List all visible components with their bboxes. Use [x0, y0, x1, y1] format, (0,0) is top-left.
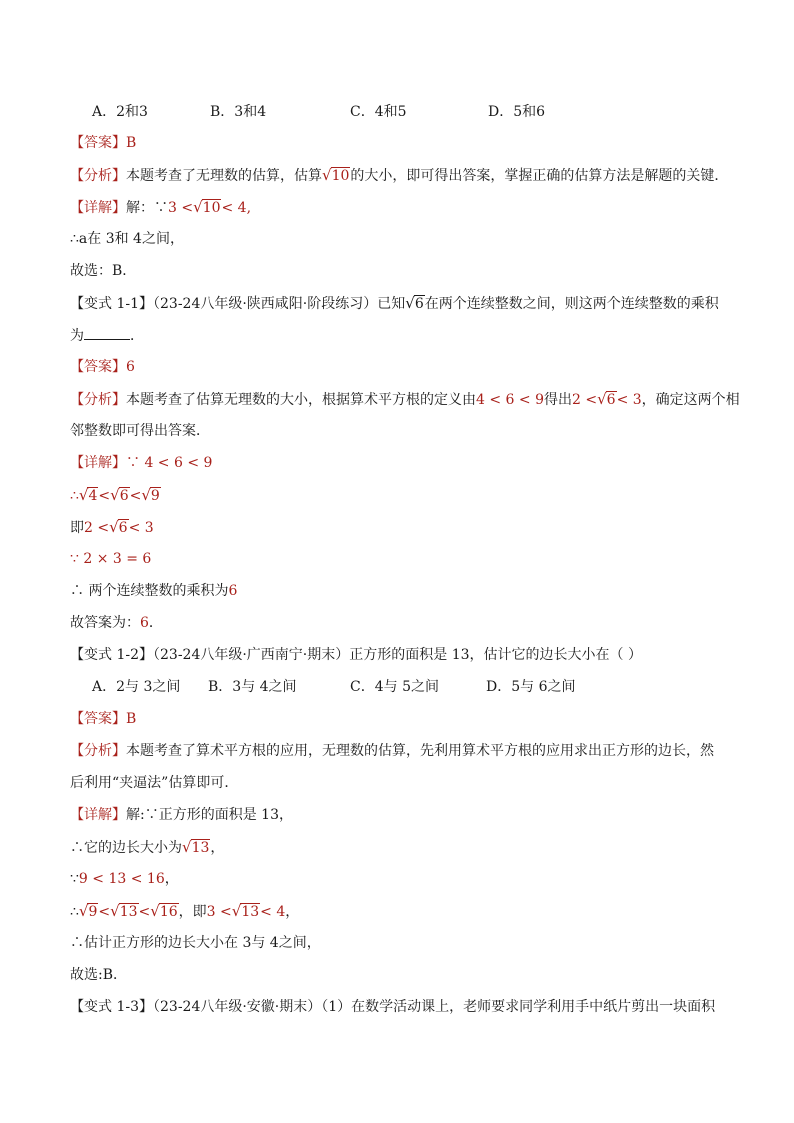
detail-text: ∴ 两个连续整数的乘积为 [70, 583, 229, 599]
v11-answer [70, 357, 734, 377]
answer-label: 【答案】 [70, 135, 126, 151]
v11-detail-line-5 [70, 581, 734, 601]
variant-label: 【变式 1-2】 [70, 647, 153, 663]
math-inline: < 4, [221, 200, 252, 216]
sqrt-expression: √6 [109, 518, 128, 536]
analysis-text: 得出 [543, 392, 572, 408]
question-text: ． [130, 328, 144, 344]
detail-label: 【详解】 [70, 200, 126, 216]
analysis-text: 本题考查了估算无理数的大小，根据算术平方根的定义由 [126, 392, 476, 408]
math-inline: < [98, 488, 111, 504]
v12-detail-line-5: ∴估计正方形的边长大小在 3与 4之间， [70, 935, 321, 951]
v12-option-d: D．5与 6之间 [486, 679, 576, 695]
answer-label: 【答案】 [70, 359, 126, 375]
v12-detail-line-2 [70, 837, 734, 858]
v11-analysis-line-1 [70, 389, 740, 410]
detail-text: ∴它的边长大小为 [70, 840, 182, 856]
v12-option-a: A．2与 3之间 [92, 679, 181, 695]
q1-analysis [70, 165, 734, 186]
v12-detail-line-4 [70, 901, 734, 922]
sqrt-expression: √6 [597, 390, 616, 408]
detail-text: 故答案为： [70, 615, 140, 631]
math-inline: 9 < 13 < 16 [78, 871, 165, 887]
sqrt-expression: √16 [150, 902, 178, 920]
math-inline: < 3 [128, 520, 154, 536]
variant-source: （23-24八年级·广西南宁·期末） [153, 647, 350, 663]
v11-question-line-2 [70, 325, 734, 346]
q1-option-d: D．5和6 [488, 104, 546, 120]
v12-analysis-line-1 [70, 741, 734, 761]
question-text: 在两个连续整数之间，则这两个连续整数的乘积 [424, 296, 719, 312]
math-inline: 3 < [168, 200, 194, 216]
detail-text: 解：∵ [126, 200, 168, 216]
v12-detail-line-6: 故选:B． [70, 967, 128, 983]
q1-option-c: C．4和5 [350, 104, 407, 120]
answer-value: B [126, 711, 137, 727]
v13-question [70, 997, 734, 1017]
v11-detail-line-6 [70, 613, 734, 633]
sqrt-expression: √10 [322, 166, 350, 184]
math-inline: < 4 [260, 904, 286, 920]
analysis-text: ，确定这两个相 [641, 392, 740, 408]
detail-text: 即 [70, 520, 84, 536]
analysis-label: 【分析】 [70, 392, 126, 408]
math-inline: 2 < [84, 520, 110, 536]
math-inline: 6 [140, 615, 149, 631]
sqrt-expression: √6 [405, 294, 424, 312]
analysis-label: 【分析】 [70, 743, 126, 759]
math-inline: < [138, 904, 151, 920]
question-text: 已知 [377, 296, 406, 312]
q1-detail-line-1 [70, 197, 734, 218]
sqrt-expression: √4 [78, 486, 98, 504]
v12-option-b: B．3与 4之间 [208, 679, 297, 695]
question-text: 正方形的面积是 13，估计它的边长大小在（ ） [349, 647, 642, 663]
q1-option-a: A．2和3 [92, 104, 148, 120]
v11-detail-line-3 [70, 517, 734, 538]
detail-text: ， [210, 840, 225, 856]
question-text: （1）在数学活动课上，老师要求同学利用手中纸片剪出一块面积 [321, 999, 716, 1015]
variant-label: 【变式 1-3】 [70, 999, 153, 1015]
variant-source: （23-24八年级·陕西咸阳·阶段练习） [153, 296, 378, 312]
v11-detail-line-1 [70, 453, 734, 473]
math-inline: < 3 [616, 392, 642, 408]
q1-answer [70, 133, 734, 153]
v12-analysis-line-2: 后利用“夹逼法”估算即可． [70, 775, 239, 791]
analysis-text-b: 的大小，即可得出答案，掌握正确的估算方法是解题的关键． [350, 168, 729, 184]
math-inline: 6 [228, 583, 238, 599]
sqrt-expression: √13 [182, 838, 210, 856]
detail-text: ∵ [70, 871, 79, 887]
q1-detail-line-3: 故选：B． [70, 263, 137, 279]
math-inline: < [129, 488, 142, 504]
question-text: 为 [70, 328, 84, 344]
math-inline: ∵ 4 < 6 < 9 [126, 455, 213, 471]
detail-text: 解:∵正方形的面积是 13， [126, 807, 293, 823]
detail-text: ∴ [70, 904, 79, 920]
analysis-label: 【分析】 [70, 168, 126, 184]
q1-option-b: B．3和4 [210, 104, 267, 120]
detail-text: ，即 [178, 904, 207, 920]
v12-option-c: C．4与 5之间 [350, 679, 439, 695]
answer-blank [84, 325, 130, 340]
sqrt-expression: √6 [110, 486, 129, 504]
detail-label: 【详解】 [70, 807, 126, 823]
answer-value: 6 [126, 359, 135, 375]
v12-detail-line-3 [70, 869, 734, 889]
math-inline: 4 < 6 < 9 [476, 392, 544, 408]
answer-value: B [126, 135, 137, 151]
math-inline: 2 < [571, 392, 598, 408]
sqrt-expression: √13 [110, 902, 138, 920]
sqrt-expression: √9 [141, 486, 160, 504]
q1-detail-line-2: ∴a在 3和 4之间， [70, 231, 184, 247]
sqrt-expression: √9 [78, 902, 98, 920]
v11-detail-line-4: ∵ 2 × 3 = 6 [70, 551, 152, 567]
analysis-text-a: 本题考查了无理数的估算，估算 [126, 168, 322, 184]
variant-label: 【变式 1-1】 [70, 296, 153, 312]
detail-text: ， [285, 904, 300, 920]
answer-label: 【答案】 [70, 711, 126, 727]
v11-analysis-line-2: 邻整数即可得出答案． [70, 423, 210, 439]
v11-detail-line-2 [70, 485, 734, 506]
variant-source: （23-24八年级·安徽·期末） [153, 999, 322, 1015]
detail-text: ， [164, 871, 179, 887]
v12-detail-line-1 [70, 805, 734, 825]
math-inline: < [98, 904, 111, 920]
detail-label: 【详解】 [70, 455, 126, 471]
sqrt-expression: √10 [193, 198, 221, 216]
sqrt-expression: √13 [231, 902, 260, 920]
analysis-text: 本题考查了算术平方根的应用，无理数的估算，先利用算术平方根的应用求出正方形的边长，然 [126, 743, 714, 759]
math-inline: 3 < [206, 904, 232, 920]
detail-text: ． [148, 615, 163, 631]
q1-options [92, 102, 734, 122]
math-inline: ∴ [70, 488, 79, 504]
v12-question [70, 645, 734, 665]
v12-options [92, 677, 734, 697]
v12-answer [70, 709, 734, 729]
v11-question-line-1 [70, 293, 734, 314]
